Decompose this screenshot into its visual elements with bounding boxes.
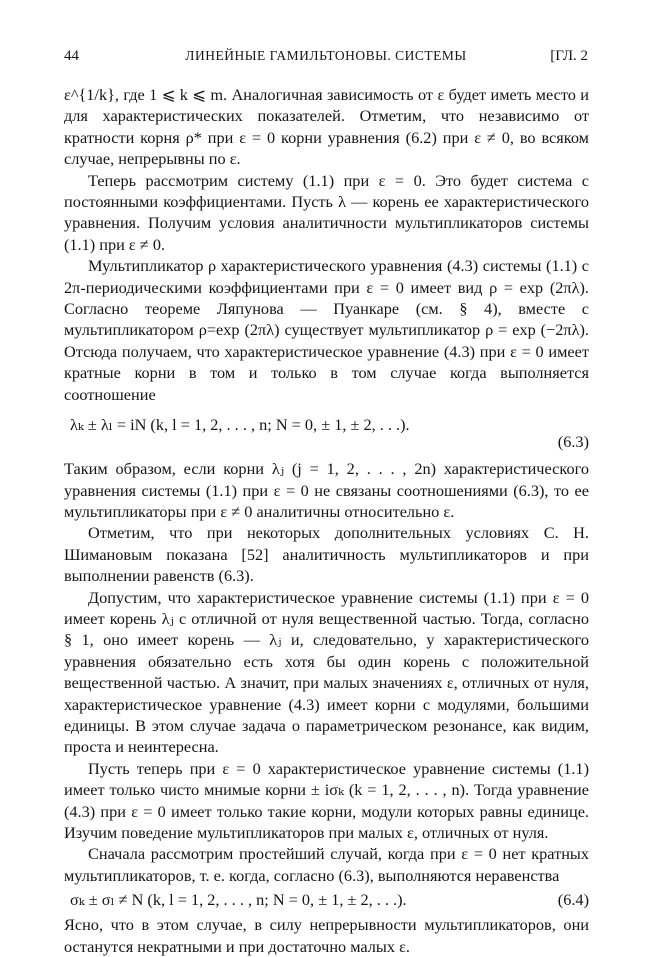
running-title: ЛИНЕЙНЫЕ ГАМИЛЬТОНОВЫ. СИСТЕМЫ bbox=[185, 48, 467, 63]
paragraph: Таким образом, если корни λⱼ (j = 1, 2, . . . , 2n) характеристического уравнения системы (1.1) при ε = 0 не связаны соотношениями (6.3), то ее мультипликаторы при ε ≠ 0 аналитичны относительно ε. bbox=[64, 459, 589, 521]
chapter-label: [ГЛ. 2 bbox=[550, 48, 588, 64]
formula-expression: λₖ ± λₗ = iN (k, l = 1, 2, . . . , n; N = 0, ± 1, ± 2, . . .). bbox=[70, 415, 410, 435]
formula-6-4 bbox=[64, 889, 589, 913]
paragraph: Сначала рассмотрим простейший случай, когда при ε = 0 нет кратных мультипликаторов, т. е. когда, согласно (6.3), выполняются неравенства bbox=[64, 844, 589, 885]
paragraph: Ясно, что в этом случае, в силу непрерывности мультипликаторов, они останутся некратными и при достаточно малых ε. bbox=[64, 915, 589, 956]
paragraph: Отметим, что при некоторых дополнительных условиях С. Н. Шимановым показана [52] аналитичность мультипликаторов и при выполнении равенств (6.3). bbox=[64, 523, 589, 586]
equation-number: (6.3) bbox=[557, 432, 589, 452]
running-header bbox=[64, 48, 588, 68]
page-number: 44 bbox=[64, 48, 79, 64]
formula-6-3 bbox=[64, 414, 589, 458]
paragraph: Допустим, что характеристическое уравнение системы (1.1) при ε = 0 имеет корень λⱼ с отличной от нуля вещественной частью. Тогда, согласно § 1, оно имеет корень — λⱼ и, следовательно, у характеристического уравнения обязательно есть хотя бы один корень с положительной вещественной частью. А значит, при малых значениях ε, отличных от нуля, характеристическое уравнение (4.3) имеет корни с модулями, большими единицы. В этом случае задача о параметрическом резонансе, как видим, проста и неинтересна. bbox=[64, 587, 589, 757]
paragraph-continuation: ε^{1/k}, где 1 ⩽ k ⩽ m. Аналогичная зависимость от ε будет иметь место и для характеристических показателей. Отметим, что независимо от кратности корня ρ* при ε = 0 корни уравнения (6.2) при ε ≠ 0, во всяком случае, непрерывны по ε. bbox=[64, 85, 589, 169]
paragraph: Пусть теперь при ε = 0 характеристическое уравнение системы (1.1) имеет только чисто мнимые корни ± iσₖ (k = 1, 2, . . . , n). Тогда уравнение (4.3) при ε = 0 имеет только такие корни, модули которых равны единице. Изучим поведение мультипликаторов при малых ε, отличных от нуля. bbox=[64, 758, 589, 842]
equation-number: (6.4) bbox=[557, 890, 589, 910]
paragraph: Теперь рассмотрим систему (1.1) при ε = 0. Это будет система с постоянными коэффициентами. Пусть λ — корень ее характеристического уравнения. Получим условия аналитичности мультипликаторов системы (1.1) при ε ≠ 0. bbox=[64, 170, 589, 254]
paragraph: Мультипликатор ρ характеристического уравнения (4.3) системы (1.1) с 2π-периодическими коэффициентами при ε = 0 имеет вид ρ = exp (2πλ). Согласно теореме Ляпунова — Пуанкаре (см. § 4), вместе с мультипликатором ρ=exp (2πλ) существует мультипликатор ρ = exp (−2πλ). Отсюда получаем, что характеристическое уравнение (4.3) при ε = 0 имеет кратные корни в том и только в том случае когда выполняется соотношение bbox=[64, 256, 589, 404]
formula-expression: σₖ ± σₗ ≠ N (k, l = 1, 2, . . . , n; N = 0, ± 1, ± 2, . . .). bbox=[70, 890, 407, 910]
page-body bbox=[64, 84, 589, 957]
